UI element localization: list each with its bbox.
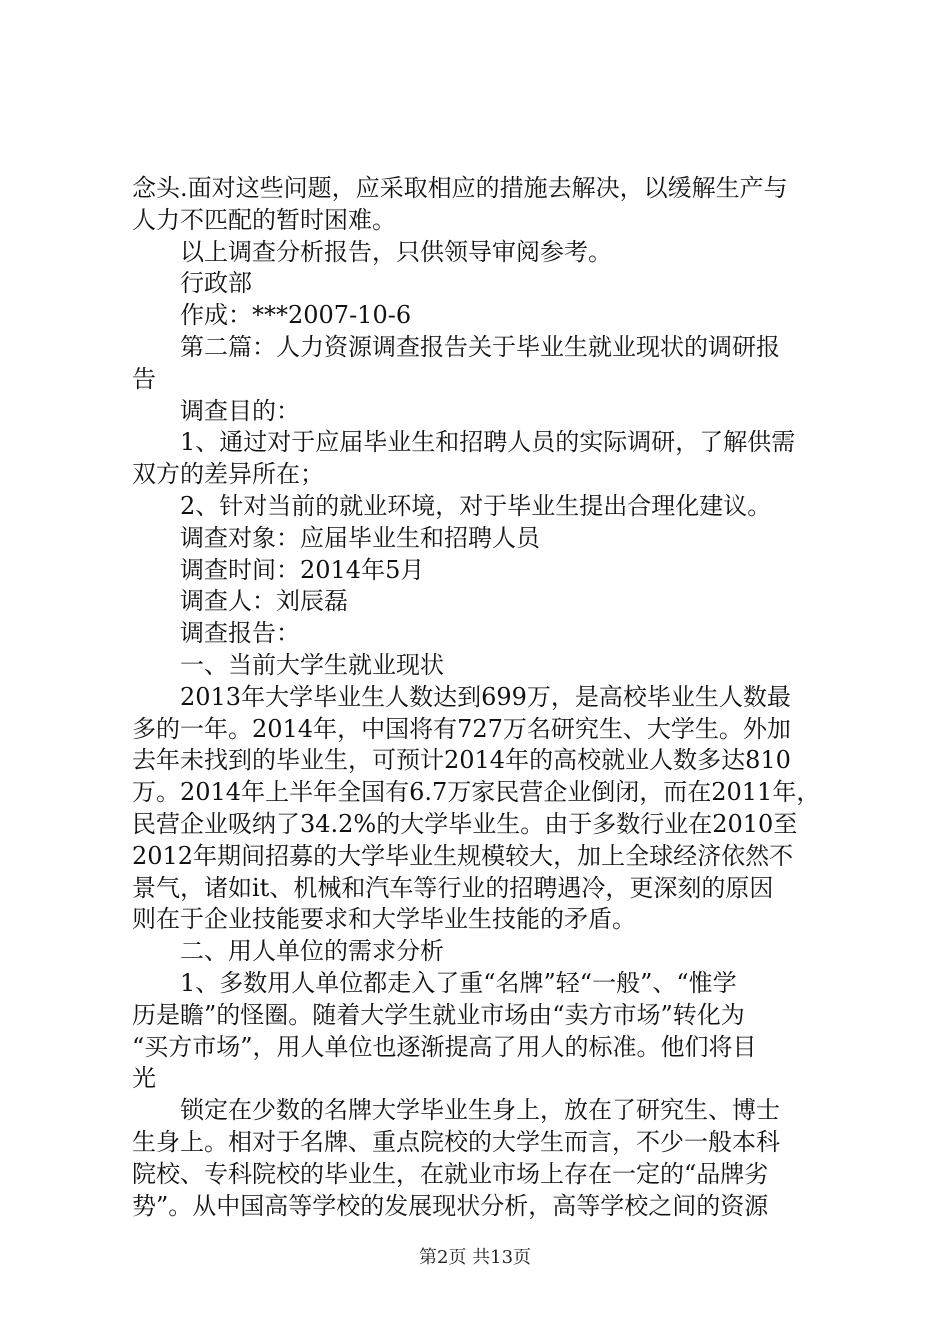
text-line: 行政部: [180, 269, 252, 298]
text-line: 2013年大学毕业生人数达到699万，是高校毕业生人数最: [180, 682, 791, 711]
text-line: 念头.面对这些问题，应采取相应的措施去解决，以缓解生产与: [132, 174, 788, 202]
text-line: 生身上。相对于名牌、重点院校的大学生而言，不少一般本科: [132, 1127, 780, 1156]
text-line: 景气，诸如it、机械和汽车等行业的招聘遇冷，更深刻的原因: [132, 873, 774, 902]
text-line: 锁定在少数的名牌大学毕业生身上，放在了研究生、博士: [180, 1096, 780, 1125]
text-line: “买方市场”，用人单位也逐渐提高了用人的标准。他们将目: [132, 1032, 757, 1061]
text-line: 调查对象：应届毕业生和招聘人员: [180, 523, 540, 552]
text-line: 调查时间：2014年5月: [180, 555, 425, 584]
text-line: 光: [132, 1064, 156, 1093]
text-line: 告: [132, 364, 156, 393]
text-line: 以上调查分析报告，只供领导审阅参考。: [180, 237, 612, 266]
document-body: [132, 173, 832, 1222]
text-line: 一、当前大学生就业现状: [180, 650, 444, 679]
text-line: 调查目的：: [180, 396, 300, 425]
text-line: 院校、专科院校的毕业生，在就业市场上存在一定的“品牌劣: [132, 1159, 769, 1188]
text-line: 2012年期间招募的大学毕业生规模较大，加上全球经济依然不: [132, 841, 794, 870]
text-line: 调查人：刘辰磊: [180, 587, 348, 616]
text-line: 二、用人单位的需求分析: [180, 937, 444, 966]
text-line: 多的一年。2014年，中国将有727万名研究生、大学生。外加: [132, 714, 791, 743]
text-line: 势”。从中国高等学校的发展现状分析，高等学校之间的资源: [132, 1191, 769, 1220]
text-line: 双方的差异所在；: [132, 460, 324, 489]
text-line: 调查报告：: [180, 619, 300, 648]
text-line: 历是瞻”的怪圈。随着大学生就业市场由“卖方市场”转化为: [132, 1000, 745, 1029]
text-line: 1、通过对于应届毕业生和招聘人员的实际调研，了解供需: [180, 428, 796, 457]
page-footer: 第2页 共13页: [418, 1247, 532, 1268]
text-line: 2、针对当前的就业环境，对于毕业生提出合理化建议。: [180, 491, 772, 520]
text-line: 万。2014年上半年全国有6.7万家民营企业倒闭，而在2011年，: [132, 778, 821, 807]
text-line: 1、多数用人单位都走入了重“名牌”轻“一般”、“惟学: [180, 968, 737, 997]
text-line: 人力不匹配的暂时困难。: [132, 205, 396, 234]
text-line: 则在于企业技能要求和大学毕业生技能的矛盾。: [132, 905, 636, 934]
text-line: 民营企业吸纳了34.2%的大学毕业生。由于多数行业在2010至: [132, 809, 798, 838]
text-line: 第二篇：人力资源调查报告关于毕业生就业现状的调研报: [180, 332, 780, 361]
text-line: 作成：***2007-10-6: [180, 301, 412, 330]
text-line: 去年未找到的毕业生，可预计2014年的高校就业人数多达810: [132, 746, 791, 775]
